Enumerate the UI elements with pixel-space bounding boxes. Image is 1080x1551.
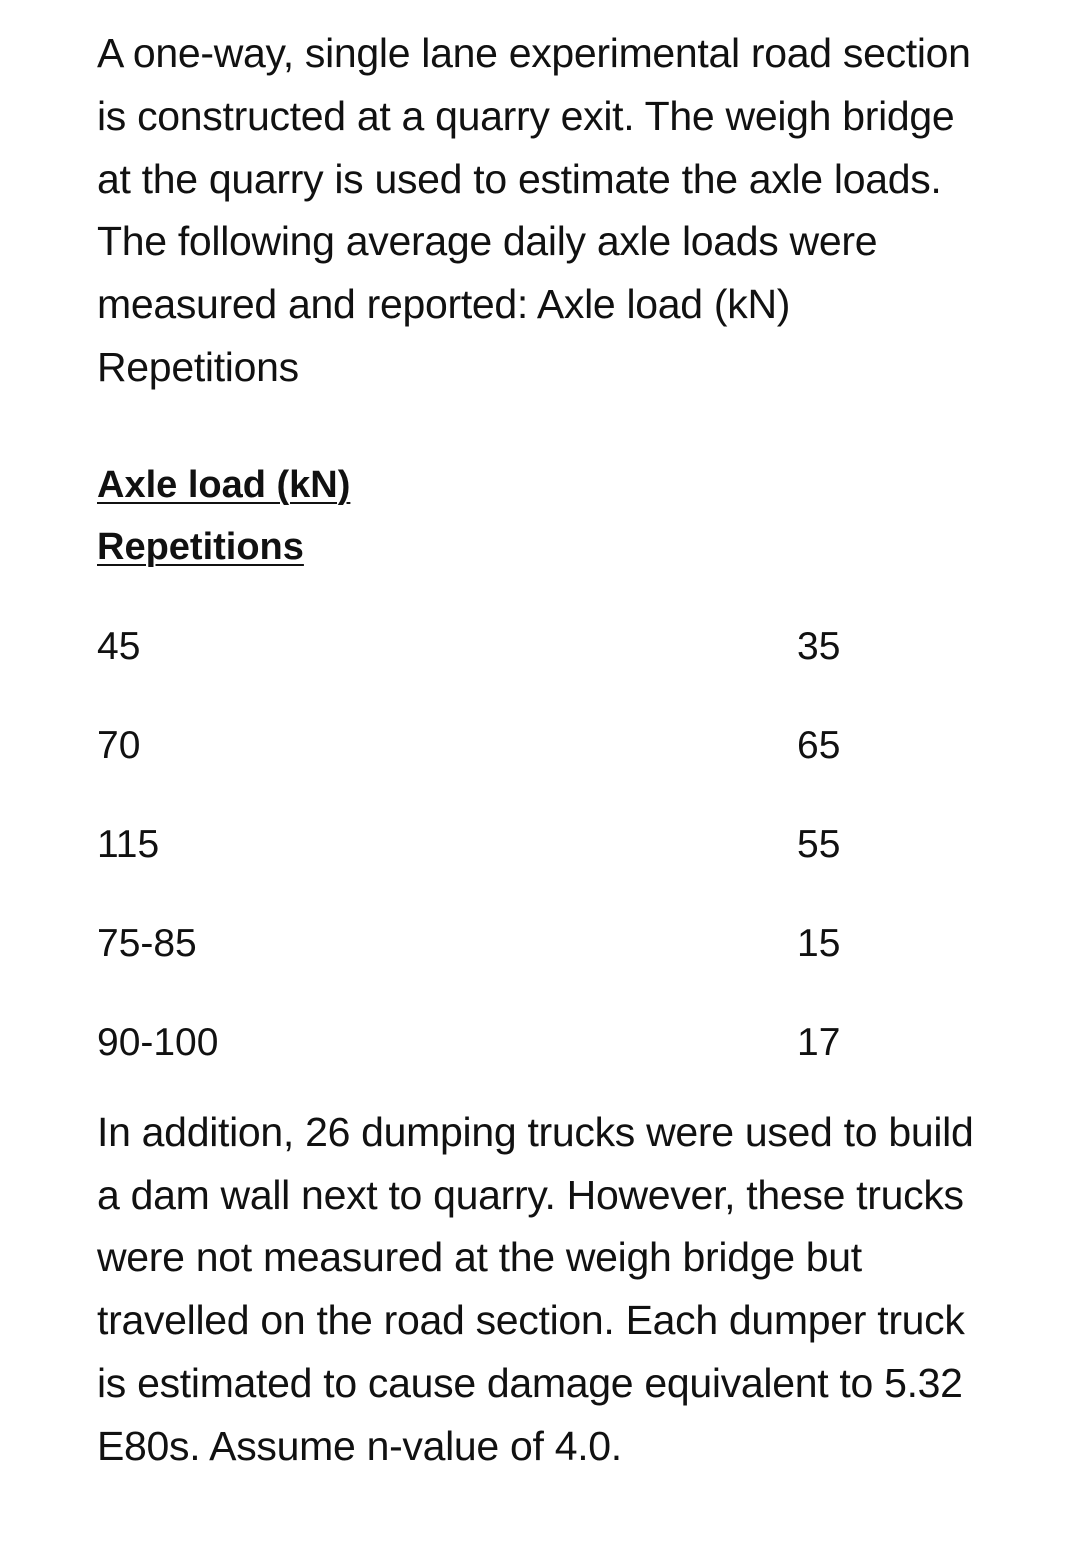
- repetitions-cell: 55: [797, 822, 841, 866]
- table-row: [97, 814, 997, 913]
- axle-load-cell: 75-85: [97, 921, 197, 965]
- table-row: [97, 715, 997, 814]
- axle-load-header: Axle load (kN): [97, 463, 351, 506]
- axle-load-cell: 45: [97, 624, 141, 668]
- table-headers: [97, 454, 997, 578]
- table-row: [97, 1012, 997, 1111]
- repetitions-cell: 65: [797, 723, 841, 767]
- table-row: [97, 616, 997, 715]
- repetitions-cell: 17: [797, 1020, 841, 1064]
- document-page: [97, 22, 997, 1478]
- table-row: [97, 913, 997, 1012]
- repetitions-cell: 15: [797, 921, 841, 965]
- repetitions-cell: 35: [797, 624, 841, 668]
- closing-paragraph: In addition, 26 dumping trucks were used to build a dam wall next to quarry. However, these trucks were not measured at the weigh bridge but travelled on the road section. Each dumper truck is estimated to cause damage equivalent to 5.32 E80s. Assume n-value of 4.0.: [97, 1108, 974, 1469]
- axle-load-cell: 115: [97, 822, 160, 866]
- axle-load-table: [97, 616, 997, 1111]
- repetitions-header: Repetitions: [97, 525, 304, 568]
- axle-load-cell: 90-100: [97, 1020, 219, 1064]
- intro-paragraph: A one-way, single lane experimental road section is constructed at a quarry exit. The weigh bridge at the quarry is used to estimate the axle loads. The following average daily axle loads were measured and reported: Axle load (kN) Repetitions: [97, 30, 971, 390]
- axle-load-cell: 70: [97, 723, 141, 767]
